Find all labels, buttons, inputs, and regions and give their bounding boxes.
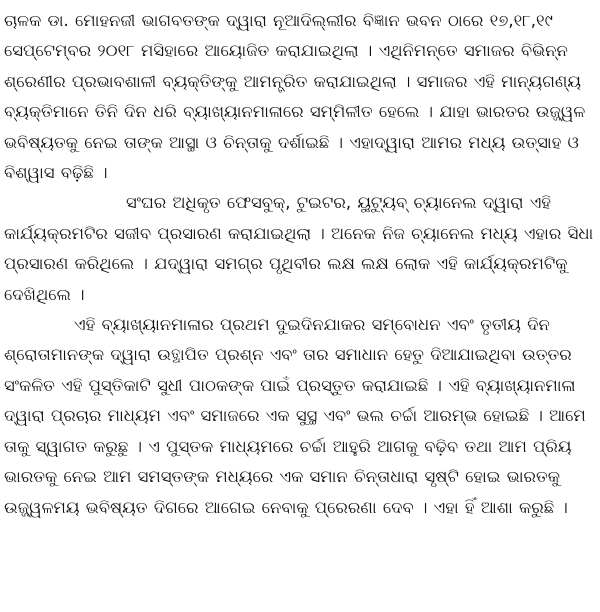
document-text [4, 6, 596, 523]
paragraph-3: ଏହି ବ୍ୟାଖ୍ୟାନମାଳାର ପ୍ରଥମ ଦୁଇଦିନଯାକର ସମ୍ବୋଧନ ଏବଂ ତୃତୀୟ ଦିନ ଶ୍ରୋତାମାନଙ୍କ ଦ୍ୱାରା ଉତ୍ଥାପିତ ପ୍ରଶ୍ନ ଏବଂ ତାର ସମାଧାନ ହେତୁ ଦିଆଯାଇଥିବା ଉତ୍ତର ସଂକଳିତ ଏହି ପୁସ୍ତିକାଟି ସୁଧୀ ପାଠକଙ୍କ ପାଇଁ ପ୍ରସ୍ତୁତ କରାଯାଇଛି । ଏହି ବ୍ୟାଖ୍ୟାନମାଳା ଦ୍ୱାରା ପ୍ରଚାର ମାଧ୍ୟମ ଏବଂ ସମାଜରେ ଏକ ସୁସ୍ଥ ଏବଂ ଭଲ ଚର୍ଚ୍ଚା ଆରମ୍ଭ ହୋଇଛି । ଆମେ ତାକୁ ସ୍ୱାଗତ କରୁଛୁ । ଏ ପୁସ୍ତକ ମାଧ୍ୟମରେ ଚର୍ଚ୍ଚା ଆହୁରି ଆଗକୁ ବଢ଼ିବ ତଥା ଆମ ପ୍ରିୟ ଭାରତକୁ ନେଇ ଆମ ସମସ୍ତଙ୍କ ମଧ୍ୟରେ ଏକ ସମାନ ଚିନ୍ତାଧାରା ସୃଷ୍ଟି ହୋଇ ଭାରତକୁ ଉଜ୍ଜ୍ୱଳମୟ ଭବିଷ୍ୟତ ଦିଗରେ ଆଗେଇ ନେବାକୁ ପ୍ରେରଣା ଦେବ । ଏହା ହିଁ ଆଶା କରୁଛି । [4, 315, 586, 517]
paragraph-1: ଚାଳକ ଡା. ମୋହନଜୀ ଭାଗବତଙ୍କ ଦ୍ୱାରା ନୂଆଦିଲ୍ଲୀର ବିଜ୍ଞାନ ଭବନ ଠାରେ ୧୭,୧୮,୧୯ ସେପ୍ଟେମ୍ବର ୨୦୧୮ ମସିହାରେ ଆୟୋଜିତ କରାଯାଇଥିଲା । ଏଥିନିମନ୍ତେ ସମାଜର ବିଭିନ୍ନ ଶ୍ରେଣୀର ପ୍ରଭାବଶାଳୀ ବ୍ୟକ୍ତିଙ୍କୁ ଆମନ୍ତ୍ରିତ କରାଯାଇଥିଲା । ସମାଜର ଏହି ମାନ୍ୟଗଣ୍ୟ ବ୍ୟକ୍ତିମାନେ ତିନି ଦିନ ଧରି ବ୍ୟାଖ୍ୟାନମାଳାରେ ସମ୍ମିଳୀତ ହେଲେ । ଯାହା ଭାରତର ଉଜ୍ଜ୍ୱଳ ଭବିଷ୍ୟତକୁ ନେଇ ତାଙ୍କ ଆସ୍ଥା ଓ ଚିନ୍ତାକୁ ଦର୍ଶାଇଛି । ଏହାଦ୍ୱାରା ଆମର ମଧ୍ୟ ଉତ୍ସାହ ଓ ବିଶ୍ୱାସ ବଢ଼ିଛି । [4, 11, 586, 183]
paragraph-2: ସଂଘର ଅଧିକୃତ ଫେସବୁକ୍, ଟୁଇଟର, ୟୁଟ୍ୟୁବ୍ ଚ୍ୟାନେଲ ଦ୍ୱାରା ଏହି କାର୍ଯ୍ୟକ୍ରମଟିର ସଜୀବ ପ୍ରସାରଣ କରାଯାଇଥିଲା । ଅନେକ ନିଜ ଚ୍ୟାନେଲ ମଧ୍ୟ ଏହାର ସିଧା ପ୍ରସାରଣ କରିଥିଲେ । ଯଦ୍ୱାରା ସମଗ୍ର ପୃଥିବୀର ଲକ୍ଷ ଲକ୍ଷ ଲୋକ ଏହି କାର୍ଯ୍ୟକ୍ରମଟିକୁ ଦେଖିଥିଲେ । [4, 193, 594, 304]
